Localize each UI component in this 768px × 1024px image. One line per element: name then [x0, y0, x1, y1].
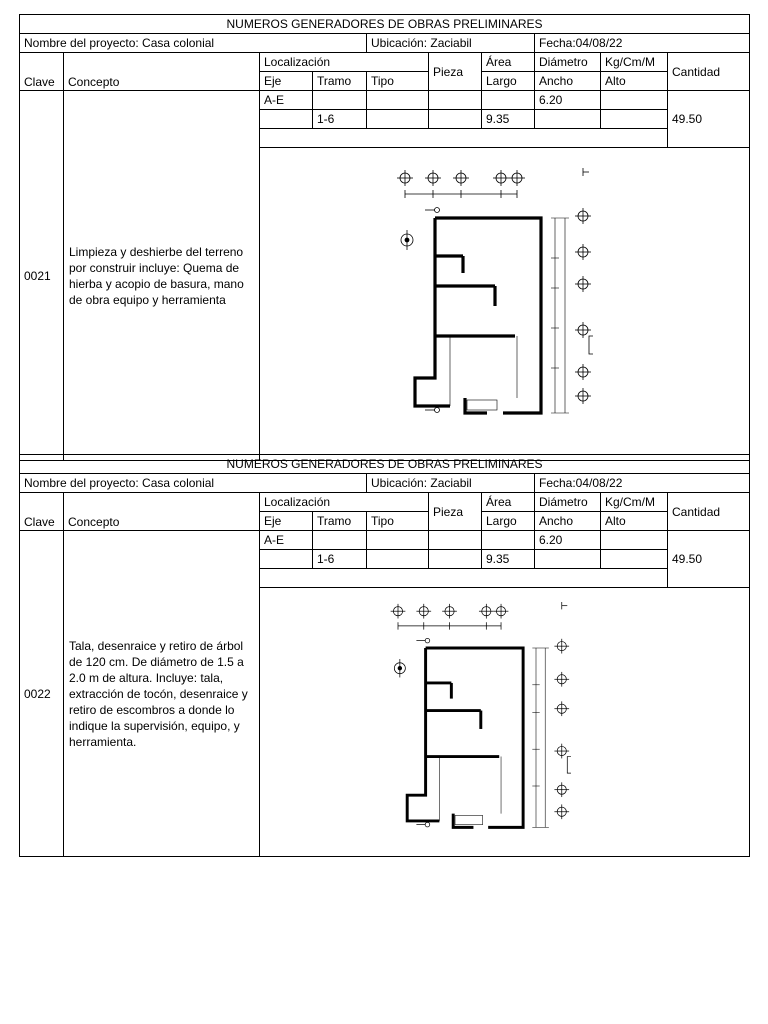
header-tramo: Tramo — [313, 72, 367, 91]
cell-tramo: 1-6 — [313, 550, 367, 569]
cell-alto-empty — [601, 91, 668, 110]
header-eje: Eje — [260, 512, 313, 531]
header-cantidad: Cantidad — [668, 493, 750, 531]
header-cantidad: Cantidad — [668, 53, 750, 91]
cell-largo-empty — [482, 91, 535, 110]
cell-eje-empty — [260, 110, 313, 129]
cell-alto-empty — [601, 550, 668, 569]
floor-plan-drawing — [260, 148, 748, 460]
project-location: Ubicación: Zaciabil — [367, 34, 535, 53]
cell-cantidad: 49.50 — [668, 531, 750, 588]
cell-pieza-empty — [429, 110, 482, 129]
blank-row — [260, 129, 668, 148]
cell-pieza-empty — [429, 91, 482, 110]
project-date: Fecha:04/08/22 — [535, 474, 750, 493]
cell-eje: A-E — [260, 91, 313, 110]
quantities-table — [19, 14, 750, 461]
floor-plan-drawing — [260, 588, 748, 856]
header-clave: Clave — [20, 53, 64, 91]
sheet-title: NUMEROS GENERADORES DE OBRAS PRELIMINARES — [20, 15, 750, 34]
header-concepto: Concepto — [64, 53, 260, 91]
cell-pieza-empty — [429, 531, 482, 550]
cell-tramo-empty — [313, 531, 367, 550]
header-concepto: Concepto — [64, 493, 260, 531]
cell-tipo-empty — [367, 110, 429, 129]
header-diametro: Diámetro — [535, 53, 601, 72]
cell-largo: 9.35 — [482, 550, 535, 569]
header-localizacion: Localización — [260, 53, 429, 72]
cell-tipo-empty — [367, 531, 429, 550]
header-localizacion: Localización — [260, 493, 429, 512]
header-largo: Largo — [482, 512, 535, 531]
header-unidad: Kg/Cm/M — [601, 493, 668, 512]
generator-sheet-2 — [19, 454, 749, 857]
project-name: Nombre del proyecto: Casa colonial — [20, 34, 367, 53]
cell-ancho: 6.20 — [535, 531, 601, 550]
project-location: Ubicación: Zaciabil — [367, 474, 535, 493]
header-tipo: Tipo — [367, 512, 429, 531]
cell-ancho: 6.20 — [535, 91, 601, 110]
cell-alto-empty — [601, 531, 668, 550]
sheet-title: NUMEROS GENERADORES DE OBRAS PRELIMINARES — [20, 455, 750, 474]
header-ancho: Ancho — [535, 72, 601, 91]
cell-cantidad: 49.50 — [668, 91, 750, 148]
floor-plan-cell — [260, 588, 750, 857]
header-ancho: Ancho — [535, 512, 601, 531]
cell-tipo-empty — [367, 91, 429, 110]
cell-tramo: 1-6 — [313, 110, 367, 129]
project-name: Nombre del proyecto: Casa colonial — [20, 474, 367, 493]
header-pieza: Pieza — [429, 493, 482, 531]
header-alto: Alto — [601, 512, 668, 531]
header-pieza: Pieza — [429, 53, 482, 91]
cell-largo: 9.35 — [482, 110, 535, 129]
header-diametro: Diámetro — [535, 493, 601, 512]
row-clave: 0022 — [20, 531, 64, 857]
header-eje: Eje — [260, 72, 313, 91]
cell-tramo-empty — [313, 91, 367, 110]
header-tramo: Tramo — [313, 512, 367, 531]
cell-eje-empty — [260, 550, 313, 569]
blank-row — [260, 569, 668, 588]
project-date: Fecha:04/08/22 — [535, 34, 750, 53]
cell-ancho-empty — [535, 110, 601, 129]
row-clave: 0021 — [20, 91, 64, 461]
header-area: Área — [482, 493, 535, 512]
header-unidad: Kg/Cm/M — [601, 53, 668, 72]
generator-sheet-1 — [19, 14, 749, 461]
header-alto: Alto — [601, 72, 668, 91]
cell-pieza-empty — [429, 550, 482, 569]
row-concepto: Limpieza y deshierbe del terreno por construir incluye: Quema de hierba y acopio de basura, mano de obra equipo y herramienta — [64, 91, 260, 461]
cell-largo-empty — [482, 531, 535, 550]
row-concepto: Tala, desenraice y retiro de árbol de 120 cm. De diámetro de 1.5 a 2.0 m de altura. Incluye: tala, extracción de tocón, desenraice y retiro de escombros a donde lo indique la supervisión, equipo, y herramienta. — [64, 531, 260, 857]
header-area: Área — [482, 53, 535, 72]
cell-eje: A-E — [260, 531, 313, 550]
floor-plan-cell — [260, 148, 750, 461]
header-clave: Clave — [20, 493, 64, 531]
header-largo: Largo — [482, 72, 535, 91]
cell-alto-empty — [601, 110, 668, 129]
quantities-table — [19, 454, 750, 857]
header-tipo: Tipo — [367, 72, 429, 91]
cell-ancho-empty — [535, 550, 601, 569]
cell-tipo-empty — [367, 550, 429, 569]
